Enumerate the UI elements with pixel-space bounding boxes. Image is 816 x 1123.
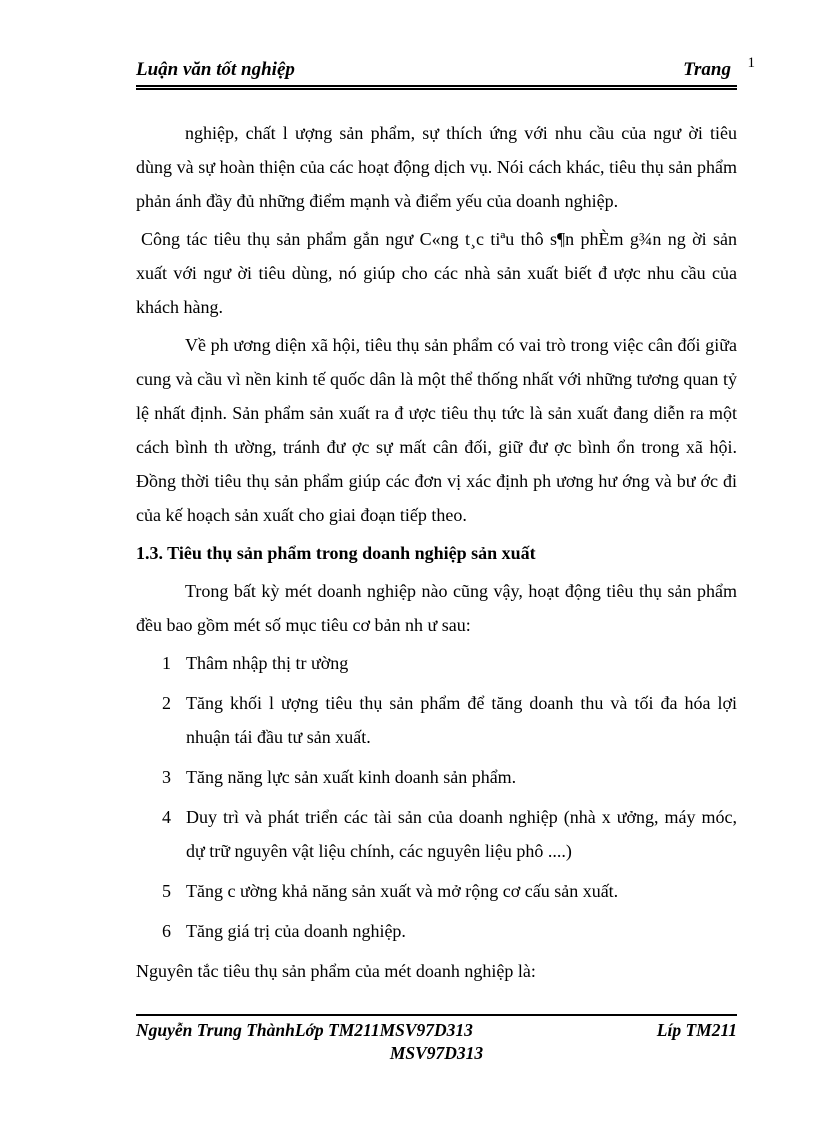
list-item [136, 646, 737, 680]
paragraph: Nguyên tắc tiêu thụ sản phẩm của mét doanh nghiệp là: [136, 961, 536, 981]
page-number: 1 [747, 55, 755, 71]
paragraph: Trong bất kỳ mét doanh nghiệp nào cũng vậy, hoạt động tiêu thụ sản phẩm đều bao gồm mét số mục tiêu cơ bản nh ư sau: [136, 581, 737, 635]
footer-author: Nguyễn Trung ThànhLớp TM211MSV97D313 [136, 1020, 473, 1040]
document-body [136, 116, 737, 992]
list-item-text: Tăng c ường khả năng sản xuất và mở rộng cơ cấu sản xuất. [186, 881, 619, 901]
header-title: Luận văn tốt nghiệp [136, 59, 295, 80]
list-item-text: Tăng khối l ượng tiêu thụ sản phẩm để tăng doanh thu và tối đa hóa lợi nhuận tái đầu tư sản xuất. [186, 693, 737, 747]
list-item [136, 874, 737, 908]
list-item-number: 2 [162, 693, 171, 713]
list-item-number: 4 [162, 807, 171, 827]
footer-msv: MSV97D313 [389, 1043, 484, 1063]
paragraph: Công tác tiêu thụ sản phẩm gắn ngư C«ng t¸c tiªu thô s¶n phÈm g¾n ng ời sản xuất với ngư ời tiêu dùng, nó giúp cho các nhà sản xuất biết đ ược nhu cầu của khách hàng. [136, 229, 737, 317]
list-item [136, 686, 737, 754]
list-item-number: 6 [162, 921, 171, 941]
page-footer [136, 1014, 737, 1065]
paragraph: Về ph ương diện xã hội, tiêu thụ sản phẩm có vai trò trong việc cân đối giữa cung và cầu vì nền kinh tế quốc dân là một thể thống nhất với những tương quan tỷ lệ nhất định. Sản phẩm sản xuất ra đ ược tiêu thụ tức là sản xuất đang diễn ra một cách bình th ường, tránh đư ợc sự mất cân đối, giữ đư ợc bình ổn trong xã hội. Đồng thời tiêu thụ sản phẩm giúp các đơn vị xác định ph ương hư ớng và bư ớc đi của kế hoạch sản xuất cho giai đoạn tiếp theo. [136, 335, 737, 525]
list-item-number: 5 [162, 881, 171, 901]
header-page-label: Trang [683, 59, 731, 80]
list-item-number: 3 [162, 767, 171, 787]
paragraph: nghiệp, chất l ượng sản phẩm, sự thích ứng với nhu cầu của ngư ời tiêu dùng và sự hoàn thiện của các hoạt động dịch vụ. Nói cách khác, tiêu thụ sản phẩm phản ánh đầy đủ những điểm mạnh và điểm yếu của doanh nghiệp. [136, 123, 737, 211]
list-item [136, 914, 737, 948]
section-heading: 1.3. Tiêu thụ sản phẩm trong doanh nghiệp sản xuất [136, 543, 536, 563]
list-item-number: 1 [162, 653, 171, 673]
list-item [136, 760, 737, 794]
objectives-list [136, 646, 737, 948]
footer-class: Líp TM211 [656, 1020, 737, 1040]
header-rule [136, 58, 737, 90]
page-header [136, 55, 755, 90]
list-item-text: Duy trì và phát triển các tài sản của doanh nghiệp (nhà x ưởng, máy móc, dự trữ nguyên vật liệu chính, các nguyên liệu phô ....) [186, 807, 737, 861]
list-item-text: Thâm nhập thị tr ường [186, 653, 349, 673]
list-item-text: Tăng giá trị của doanh nghiệp. [186, 921, 406, 941]
list-item-text: Tăng năng lực sản xuất kinh doanh sản phẩm. [186, 767, 517, 787]
list-item [136, 800, 737, 868]
